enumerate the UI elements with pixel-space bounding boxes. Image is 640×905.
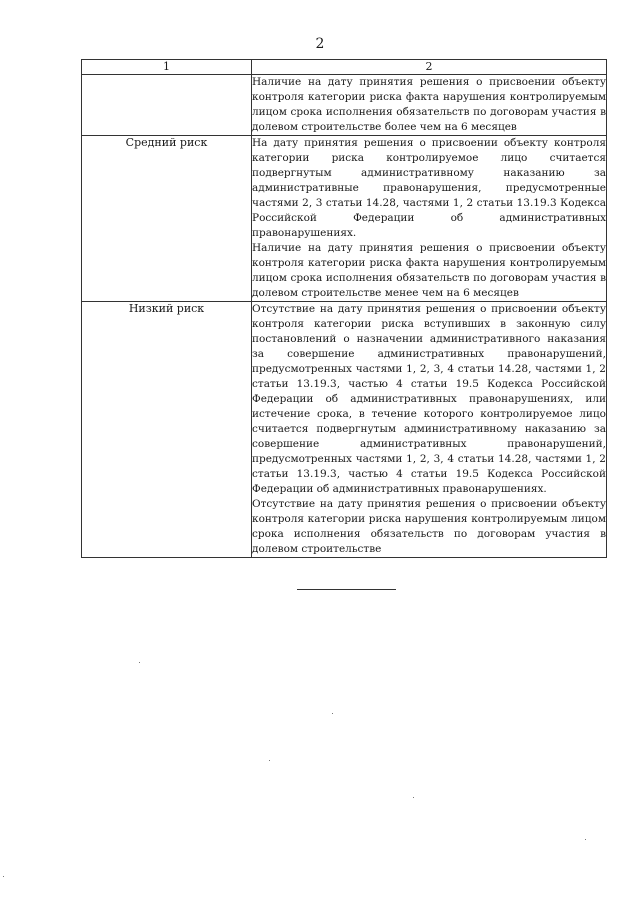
table-header-row: [82, 60, 607, 75]
scan-speck: [585, 839, 586, 840]
table-row: [82, 136, 607, 302]
scan-speck: [413, 797, 414, 798]
risk-level-cell: [82, 75, 252, 136]
risk-level-cell: Средний риск: [82, 136, 252, 302]
column-header-2: 2: [252, 60, 607, 75]
scan-speck: [139, 662, 140, 663]
criteria-paragraph: На дату принятия решения о присвоении объекту контроля категории риска контролируемое лицо считается подвергнутым административному наказанию за административные правонарушения, предусмотренные частями 2, 3 статьи 14.28, частями 1, 2 статьи 13.19.3 Кодекса Российской Федерации об административных правонарушениях.: [252, 137, 606, 239]
criteria-cell: [252, 136, 607, 302]
page-number: 2: [315, 36, 325, 52]
criteria-paragraph: Отсутствие на дату принятия решения о присвоении объекту контроля категории риска вступивших в законную силу постановлений о назначении административного наказания за совершение административных правонарушений, предусмотренных частями 1, 2, 3, 4 статьи 14.28, частями 1, 2 статьи 13.19.3, частью 4 статьи 19.5 Кодекса Российской Федерации об административных правонарушениях, или истечение срока, в течение которого контролируемое лицо считается подвергнутым административному наказанию за совершение административных правонарушений, предусмотренных частями 1, 2, 3, 4 статьи 14.28, частями 1, 2 статьи 13.19.3, частью 4 статьи 19.5 Кодекса Российской Федерации об административных правонарушениях.: [252, 303, 606, 495]
criteria-cell: [252, 302, 607, 558]
risk-category-table: [81, 59, 607, 558]
scan-speck: [3, 876, 4, 877]
closing-rule: [297, 589, 396, 590]
criteria-paragraph: Наличие на дату принятия решения о присвоении объекту контроля категории риска факта нарушения контролируемым лицом срока исполнения обязательств по договорам участия в долевом строительстве менее чем на 6 месяцев: [252, 242, 606, 299]
criteria-cell: [252, 75, 607, 136]
column-header-1: 1: [82, 60, 252, 75]
criteria-paragraph: Наличие на дату принятия решения о присвоении объекту контроля категории риска факта нарушения контролируемым лицом срока исполнения обязательств по договорам участия в долевом строительстве более чем на 6 месяцев: [252, 76, 606, 133]
scan-speck: [269, 760, 270, 761]
table-row: [82, 302, 607, 558]
risk-level-cell: Низкий риск: [82, 302, 252, 558]
criteria-paragraph: Отсутствие на дату принятия решения о присвоении объекту контроля категории риска нарушения контролируемым лицом срока исполнения обязательств по договорам участия в долевом строительстве: [252, 498, 606, 555]
scan-speck: [332, 713, 333, 714]
table-row: [82, 75, 607, 136]
